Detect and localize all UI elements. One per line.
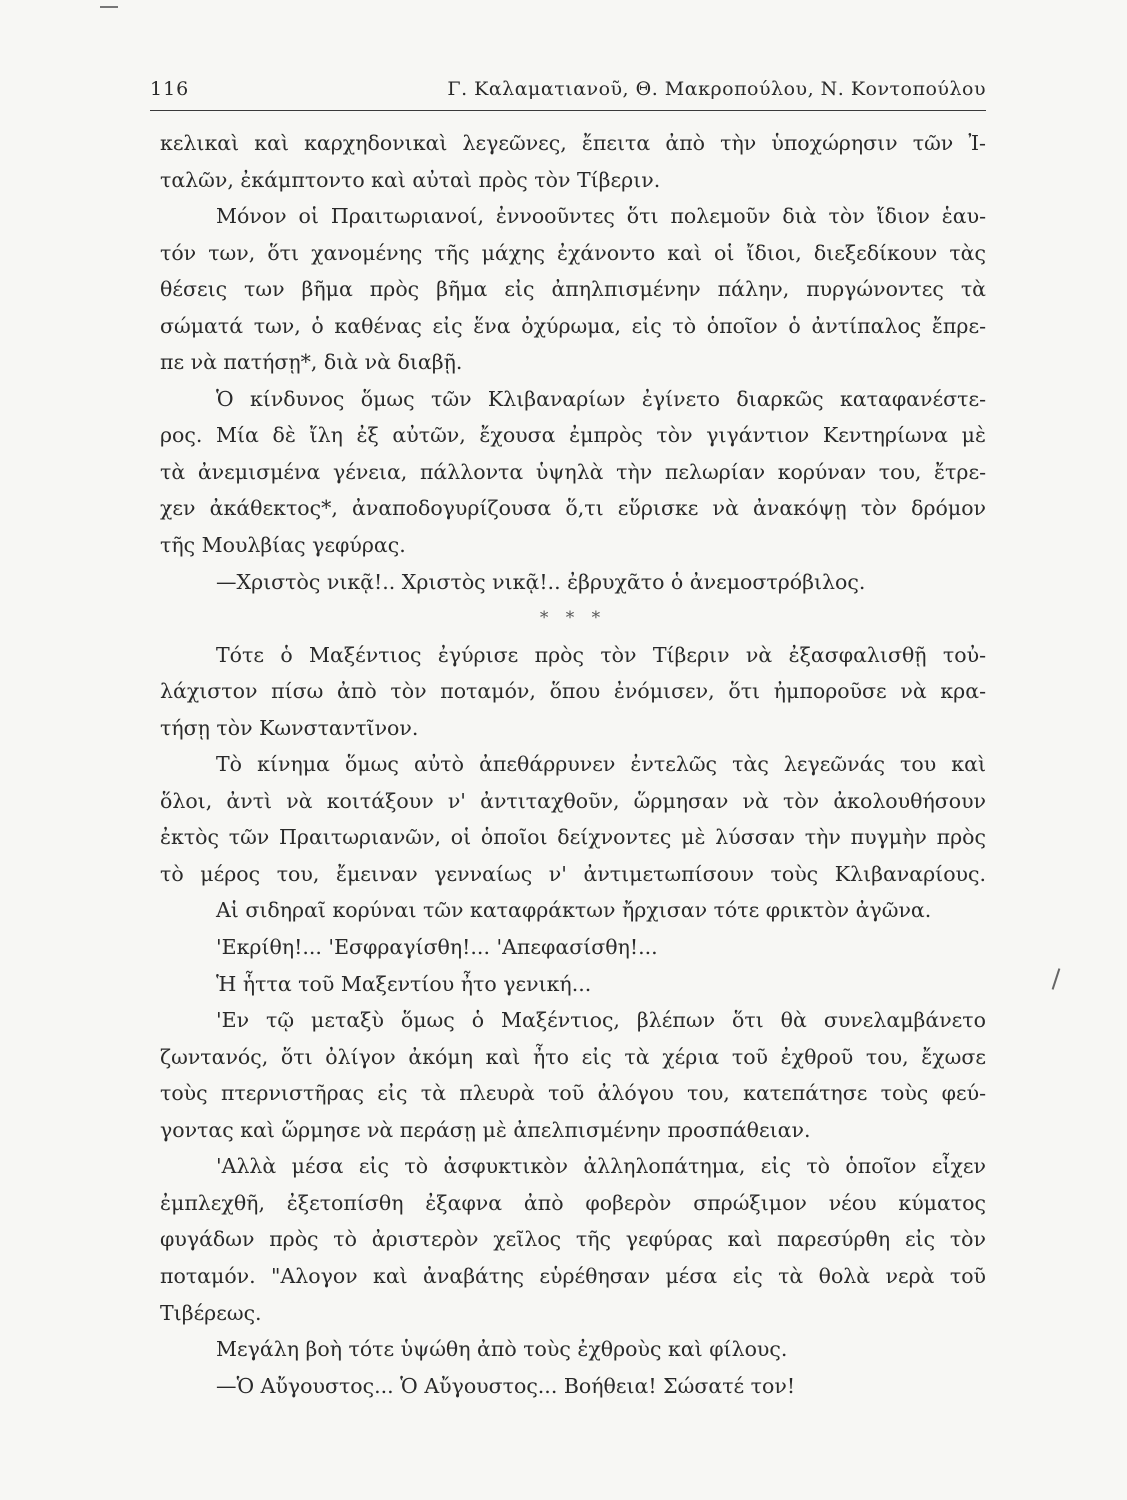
text-line: τὸ μέρος του, ἔμειναν γενναίως ν' ἀντιμετωπίσουν τοὺς Κλιβαναρίους. [160, 861, 986, 886]
page-header [150, 70, 986, 111]
text-line: θέσεις των βῆμα πρὸς βῆμα εἰς ἀπηλπισμένην πάλην, πυργώνοντες τὰ [160, 277, 986, 302]
text-line: ζωντανός, ὅτι ὀλίγον ἀκόμη καὶ ἦτο εἰς τὰ χέρια τοῦ ἐχθροῦ του, ἔχωσε [160, 1044, 986, 1069]
text-line: ποταμόν. "Αλογον καὶ ἀναβάτης εὑρέθησαν μέσα εἰς τὰ θολὰ νερὰ τοῦ [160, 1263, 986, 1288]
text-line: τῆς Μουλβίας γεφύρας. [160, 533, 406, 558]
text-line: τόν των, ὅτι χανομένης τῆς μάχης ἐχάνοντο καὶ οἱ ἴδιοι, διεξεδίκουν τὰς [160, 240, 986, 265]
text-line: —Χριστὸς νικᾷ!.. Χριστὸς νικᾷ!.. ἐβρυχᾶτο ὁ ἀνεμοστρόβιλος. [216, 569, 866, 594]
text-line: χεν ἀκάθεκτος*, ἀναποδογυρίζουσα ὅ,τι εὕρισκε νὰ ἀνακόψῃ τὸν δρόμον [160, 496, 986, 521]
page-number: 116 [150, 78, 190, 100]
text-line: Ὁ κίνδυνος ὅμως τῶν Κλιβαναρίων ἐγίνετο διαρκῶς καταφανέστε- [216, 386, 986, 411]
text-line: Αἱ σιδηραῖ κορύναι τῶν καταφράκτων ἤρχισαν τότε φρικτὸν ἀγῶνα. [216, 898, 932, 923]
text-line: Μεγάλη βοὴ τότε ὑψώθη ἀπὸ τοὺς ἐχθροὺς καὶ φίλους. [216, 1337, 788, 1362]
body-text [160, 125, 986, 1404]
text-line: ἐμπλεχθῆ, ἐξετοπίσθη ἐξαφνα ἀπὸ φοβερὸν σπρώξιμον νέου κύματος [160, 1190, 986, 1215]
running-head: Γ. Καλαματιανοῦ, Θ. Μακροπούλου, Ν. Κοντοπούλου [447, 78, 986, 100]
text-line: 'Αλλὰ μέσα εἰς τὸ ἀσφυκτικὸν ἀλληλοπάτημα, εἰς τὸ ὁποῖον εἶχεν [216, 1154, 986, 1179]
text-line: φυγάδων πρὸς τὸ ἀριστερὸν χεῖλος τῆς γεφύρας καὶ παρεσύρθη εἰς τὸν [160, 1227, 986, 1252]
text-line: Μόνον οἱ Πραιτωριανοί, ἐννοοῦντες ὅτι πολεμοῦν διὰ τὸν ἴδιον ἑαυ- [216, 204, 986, 229]
text-line: τοὺς πτερνιστῆρας εἰς τὰ πλευρὰ τοῦ ἀλόγου του, κατεπάτησε τοὺς φεύ- [160, 1081, 986, 1106]
text-line: ὅλοι, ἀντὶ νὰ κοιτάξουν ν' ἀντιταχθοῦν, ὥρμησαν νὰ τὸν ἀκολουθήσουν [160, 788, 986, 813]
text-line: κελικαὶ καὶ καρχηδονικαὶ λεγεῶνες, ἔπειτα ἀπὸ τὴν ὑποχώρησιν τῶν Ἰ- [160, 131, 986, 155]
text-line: γοντας καὶ ὥρμησε νὰ περάσῃ μὲ ἀπελπισμένην προσπάθειαν. [160, 1117, 811, 1142]
text-line: 'Εκρίθη!... 'Εσφραγίσθη!... 'Απεφασίσθη!... [216, 935, 658, 960]
text-line: Ἡ ἧττα τοῦ Μαξεντίου ἦτο γενική... [216, 971, 592, 996]
text-line: λάχιστον πίσω ἀπὸ τὸν ποταμόν, ὅπου ἐνόμισεν, ὅτι ἠμποροῦσε νὰ κρα- [160, 679, 986, 704]
text-line: Τὸ κίνημα ὅμως αὐτὸ ἀπεθάρρυνεν ἐντελῶς τὰς λεγεῶνάς του καὶ [216, 752, 986, 777]
text-line: ἐκτὸς τῶν Πραιτωριανῶν, οἱ ὁποῖοι δείχνοντες μὲ λύσσαν τὴν πυγμὴν πρὸς [160, 825, 986, 850]
margin-mark [1052, 968, 1061, 990]
text-line: Τότε ὁ Μαξέντιος ἐγύρισε πρὸς τὸν Τίβεριν νὰ ἐξασφαλισθῇ τοὐ- [216, 642, 986, 667]
text-line: —Ὁ Αὔγουστος... Ὁ Αὔγουστος... Βοήθεια! Σώσατέ τον! [216, 1373, 796, 1398]
text-line: σώματά των, ὁ καθένας εἰς ἕνα ὀχύρωμα, εἰς τὸ ὁποῖον ὁ ἀντίπαλος ἔπρε- [160, 313, 986, 338]
scan-mark [100, 6, 118, 8]
section-break: * * * [539, 608, 607, 629]
text-line: ταλῶν, ἐκάμπτοντο καὶ αὐταὶ πρὸς τὸν Τίβεριν. [160, 167, 661, 192]
text-line: 'Εν τῷ μεταξὺ ὅμως ὁ Μαξέντιος, βλέπων ὅτι θὰ συνελαμβάνετο [216, 1008, 986, 1033]
text-line: τὰ ἀνεμισμένα γένεια, πάλλοντα ὑψηλὰ τὴν πελωρίαν κορύναν του, ἔτρε- [160, 459, 986, 484]
text-line: τήσῃ τὸν Κωνσταντῖνον. [160, 715, 419, 740]
text-line: Τιβέρεως. [160, 1300, 262, 1325]
text-line: ρος. Μία δὲ ἴλη ἐξ αὐτῶν, ἔχουσα ἐμπρὸς τὸν γιγάντιον Κεντηρίωνα μὲ [160, 423, 986, 448]
text-line: πε νὰ πατήσῃ*, διὰ νὰ διαβῇ. [160, 350, 463, 375]
